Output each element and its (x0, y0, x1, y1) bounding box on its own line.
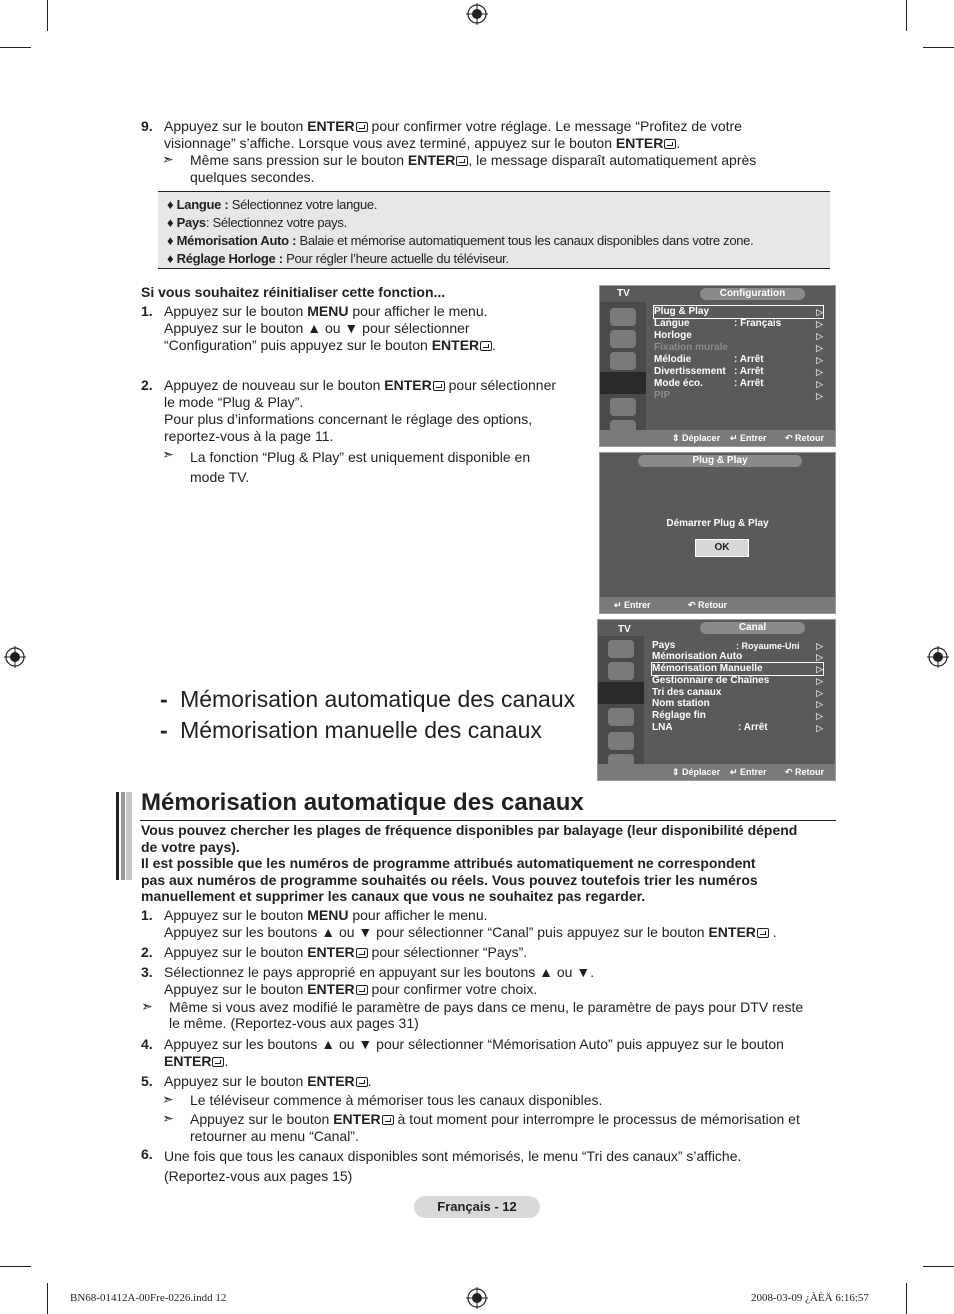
text: Appuyez sur le bouton (164, 944, 308, 960)
info-box (158, 191, 830, 269)
row-label: Tri des canaux (652, 687, 722, 698)
text: visionnage” s’affiche. Lorsque vous avez terminé, appuyez sur le bouton (164, 135, 616, 151)
info-text: : Sélectionnez votre pays. (205, 215, 347, 230)
step-number: 1. (141, 303, 153, 319)
menu-row[interactable] (652, 722, 823, 734)
text: Retour (795, 767, 825, 777)
row-label: Mémorisation Auto (652, 651, 743, 662)
text: . (676, 135, 681, 151)
text: Appuyez sur le bouton (164, 981, 308, 997)
menu-row[interactable] (654, 342, 823, 354)
menu-row[interactable] (652, 651, 823, 663)
menu-label: MENU (307, 303, 349, 319)
row-label: Fixation murale (654, 342, 728, 353)
step-number: 4. (141, 1036, 153, 1052)
crop-mark (0, 47, 31, 48)
toc-label: Mémorisation automatique des canaux (180, 686, 576, 712)
enter-hint: ↵ Entrer (730, 433, 767, 443)
text: pour confirmer votre choix. (367, 981, 538, 997)
return-hint: ↶ Retour (785, 433, 825, 443)
text: Retour (698, 600, 728, 610)
triangle-icon: ▷ (816, 641, 823, 651)
text: Appuyez sur le bouton (164, 118, 308, 134)
picture-icon[interactable] (608, 640, 634, 658)
step-9-note (190, 152, 850, 169)
enter-hint: ↵ Entrer (614, 600, 651, 610)
triangle-icon: ▷ (816, 355, 823, 365)
triangle-icon: ▷ (816, 391, 823, 401)
triangle-icon: ▷ (816, 664, 823, 674)
row-label: PIP (654, 390, 671, 401)
enter-label: ENTER (307, 1073, 355, 1089)
step-number: 5. (141, 1073, 153, 1089)
text: Déplacer (682, 433, 721, 443)
text: Entrer (740, 433, 767, 443)
text: pour afficher le menu. (348, 907, 488, 923)
info-item: ♦ Mémorisation Auto : Balaie et mémorise automatiquement tous les canaux disponibles dans votre zone. (167, 233, 754, 248)
registration-mark-icon (4, 646, 26, 668)
enter-icon (480, 341, 492, 351)
info-text: Pour régler l’heure actuelle du téléviseur. (282, 251, 509, 266)
text: Une fois que tous les canaux disponibles sont mémorisés, le menu “Tri des canaux” s’affiche. (164, 1148, 742, 1164)
enter-icon (664, 139, 676, 149)
crop-mark (0, 1266, 31, 1267)
text: Vous pouvez chercher les plages de fréquence disponibles par balayage (leur disponibilité dépend (141, 822, 798, 838)
crop-mark (923, 1266, 954, 1267)
section-bar (116, 792, 132, 880)
text: Sélectionnez le pays approprié en appuyant sur les boutons ▲ ou ▼. (164, 964, 595, 980)
date-info: 2008-03-09 ¿ÀÈÄ 6:16:57 (751, 1292, 869, 1304)
section-note-5b (190, 1111, 850, 1144)
toc-item[interactable] (160, 715, 542, 745)
row-label: Pays (652, 640, 676, 651)
enter-label: ENTER (431, 337, 480, 353)
text: pour confirmer votre réglage. Le message “Profitez de votre (367, 118, 742, 134)
enter-label: ENTER (164, 1053, 212, 1069)
text: Appuyez sur le bouton ▲ ou ▼ pour sélectionner (164, 320, 470, 336)
text: Appuyez sur le bouton (164, 1073, 308, 1089)
triangle-icon: ▷ (816, 379, 823, 389)
reset-step-2 (164, 377, 589, 445)
row-label: Divertissement (654, 366, 726, 377)
section-step-4 (164, 1036, 844, 1070)
triangle-icon: ▷ (816, 319, 823, 329)
text: manuellement et supprimer les canaux que vous ne souhaitez pas regarder. (141, 888, 646, 904)
text: . (367, 1073, 372, 1089)
text: pour afficher le menu. (348, 303, 488, 319)
text: pas aux numéros de programme souhaités ou réels. Vous pouvez toutefois trier les numéros (141, 871, 758, 888)
section-title: Mémorisation automatique des canaux (141, 789, 584, 816)
menu-row[interactable] (654, 306, 823, 318)
menu-row[interactable] (654, 390, 823, 402)
text: . (224, 1053, 229, 1069)
text: reportez-vous à la page 11. (164, 428, 334, 444)
ok-button[interactable]: OK (695, 539, 749, 557)
row-value: : Royaume-Uni (736, 641, 800, 651)
text: Même sans pression sur le bouton (190, 152, 408, 168)
text: retourner au menu “Canal”. (190, 1127, 359, 1144)
enter-label: ENTER (708, 924, 756, 940)
text: Il est possible que les numéros de programme attribués automatiquement ne correspondent (141, 855, 756, 871)
menu-title: Configuration (700, 288, 805, 300)
text: le même. (Reportez-vous aux pages 31) (169, 1015, 419, 1031)
enter-icon (356, 1077, 368, 1087)
input-icon[interactable] (608, 732, 634, 750)
row-value: : Arrêt (734, 354, 764, 365)
page-number-badge: Français - 12 (414, 1196, 540, 1218)
picture-icon[interactable] (610, 308, 636, 326)
toc-dash: - (160, 686, 168, 712)
section-step-1 (164, 907, 844, 941)
crop-mark (923, 47, 954, 48)
step-number: 3. (141, 964, 153, 980)
tv-menu-configuration (599, 285, 836, 447)
enter-icon (382, 1115, 394, 1125)
enter-hint: ↵ Entrer (730, 767, 767, 777)
menu-row[interactable] (654, 378, 823, 390)
reset-heading: Si vous souhaitez réinitialiser cette fonction... (141, 284, 446, 300)
move-hint: ⇕ Déplacer (672, 767, 721, 777)
row-label: Réglage fin (652, 710, 706, 721)
crop-mark (906, 0, 907, 31)
crop-mark (47, 1283, 48, 1314)
row-label: Plug & Play (654, 306, 710, 317)
triangle-icon: ▷ (816, 343, 823, 353)
menu-row[interactable] (654, 366, 823, 378)
enter-icon (356, 948, 368, 958)
info-item: ♦ Réglage Horloge : Pour régler l’heure actuelle du téléviseur. (167, 251, 509, 266)
text: Déplacer (682, 767, 721, 777)
section-note-3 (169, 999, 859, 1031)
text: de votre pays). (141, 838, 240, 855)
return-hint: ↶ Retour (688, 600, 728, 610)
text: Appuyez sur le bouton (190, 1111, 334, 1127)
note-arrow-icon: ➣ (162, 151, 174, 167)
crop-mark (47, 0, 48, 31)
enter-label: ENTER (307, 981, 355, 997)
row-label: Langue (654, 318, 690, 329)
enter-label: ENTER (307, 118, 355, 134)
triangle-icon: ▷ (816, 688, 823, 698)
menu-footer (600, 597, 835, 613)
tv-menu-plug-and-play (599, 452, 836, 614)
text: Même si vous avez modifié le paramètre de pays dans ce menu, le paramètre de pays pour DTV reste (169, 999, 804, 1015)
step-number: 2. (141, 944, 153, 960)
enter-label: ENTER (615, 135, 664, 151)
divider (140, 820, 836, 821)
menu-row[interactable] (654, 318, 823, 330)
menu-title: Plug & Play (638, 455, 802, 467)
section-note-5a: Le téléviseur commence à mémoriser tous les canaux disponibles. (190, 1092, 603, 1108)
text: Appuyez sur les boutons ▲ ou ▼ pour sélectionner “Mémorisation Auto” puis appuyez sur le bouton (164, 1036, 784, 1052)
menu-row[interactable] (652, 663, 823, 675)
setup-icon[interactable] (608, 708, 634, 726)
info-label: Langue : (176, 197, 229, 212)
row-value: : Arrêt (734, 378, 764, 389)
text: La fonction “Plug & Play” est uniquement disponible en (190, 449, 531, 465)
menu-footer (600, 430, 835, 446)
toc-dash: - (160, 717, 168, 743)
row-label: LNA (652, 722, 673, 733)
move-hint: ⇕ Déplacer (672, 433, 721, 443)
text: Pour plus d’informations concernant le réglage des options, (164, 411, 533, 427)
section-step-2 (164, 944, 844, 961)
triangle-icon: ▷ (816, 699, 823, 709)
row-value: : Arrêt (738, 722, 768, 733)
text: Entrer (740, 767, 767, 777)
text: Appuyez sur le bouton (164, 303, 308, 319)
row-value: : Arrêt (734, 366, 764, 377)
section-step-3 (164, 964, 844, 998)
row-value: : Français (734, 318, 782, 329)
registration-mark-icon (466, 3, 488, 25)
text: le mode “Plug & Play”. (164, 394, 304, 410)
channel-icon[interactable] (610, 352, 636, 370)
row-label: Mémorisation Manuelle (652, 663, 763, 674)
reset-step-1 (164, 303, 584, 354)
enter-label: ENTER (384, 377, 432, 393)
menu-footer (598, 764, 835, 780)
step-9-note-2: quelques secondes. (190, 169, 315, 185)
triangle-icon: ▷ (816, 711, 823, 721)
section-step-5 (164, 1073, 844, 1090)
text: mode TV. (190, 469, 250, 485)
enter-icon (433, 381, 445, 391)
section-step-6 (164, 1146, 844, 1186)
registration-mark-icon (927, 646, 949, 668)
info-text: Sélectionnez votre langue. (228, 197, 378, 212)
text: “Configuration” puis appuyez sur le bouton (164, 337, 432, 353)
tv-label: TV (617, 288, 630, 299)
setup-icon[interactable] (600, 372, 646, 394)
text: (Reportez-vous aux pages 15) (164, 1168, 353, 1184)
sound-icon[interactable] (610, 330, 636, 348)
menu-label: MENU (307, 907, 349, 923)
tv-label: TV (618, 624, 631, 635)
info-label: Mémorisation Auto : (176, 233, 297, 248)
row-label: Mélodie (654, 354, 692, 365)
channel-icon[interactable] (598, 682, 644, 704)
enter-icon (456, 156, 468, 166)
step-9-text (164, 118, 844, 135)
toc-item[interactable] (160, 684, 575, 714)
info-text: Balaie et mémorise automatiquement tous les canaux disponibles dans votre zone. (296, 233, 754, 248)
enter-icon (757, 928, 769, 938)
step-number: 9. (141, 118, 153, 134)
menu-row[interactable] (652, 710, 823, 722)
enter-icon (212, 1057, 224, 1067)
note-arrow-icon: ➣ (141, 998, 153, 1014)
step-number: 1. (141, 907, 153, 923)
crop-mark (906, 1283, 907, 1314)
step-9-text-2 (164, 135, 844, 152)
row-label: Gestionnaire de Chaînes (652, 675, 770, 686)
menu-icon-column (600, 302, 646, 430)
enter-label: ENTER (307, 944, 355, 960)
sound-icon[interactable] (608, 662, 634, 680)
info-label: Pays (176, 215, 206, 230)
triangle-icon: ▷ (816, 367, 823, 377)
text: Appuyez sur les boutons ▲ ou ▼ pour sélectionner “Canal” puis appuyez sur le bouton (164, 924, 709, 940)
enter-icon (356, 985, 368, 995)
text: Appuyez de nouveau sur le bouton (164, 377, 385, 393)
row-label: Horloge (654, 330, 692, 341)
menu-row[interactable] (652, 698, 823, 710)
plug-message: Démarrer Plug & Play (666, 518, 769, 529)
enter-icon (356, 122, 368, 132)
menu-row[interactable] (654, 330, 823, 342)
row-label: Mode éco. (654, 378, 703, 389)
text: . (768, 924, 777, 940)
triangle-icon: ▷ (816, 331, 823, 341)
triangle-icon: ▷ (816, 307, 823, 317)
file-info: BN68-01412A-00Fre-0226.indd 12 (70, 1292, 227, 1304)
text: pour sélectionner (444, 377, 557, 393)
enter-label: ENTER (407, 152, 456, 168)
reset-note (190, 447, 570, 487)
section-intro (141, 822, 841, 905)
text: Retour (795, 433, 825, 443)
note-arrow-icon: ➣ (162, 1091, 174, 1107)
toc-label: Mémorisation manuelle des canaux (180, 717, 542, 743)
menu-row[interactable] (652, 675, 823, 687)
triangle-icon: ▷ (816, 652, 823, 662)
step-number: 6. (141, 1146, 153, 1162)
menu-row[interactable] (654, 354, 823, 366)
enter-label: ENTER (333, 1111, 381, 1127)
note-arrow-icon: ➣ (162, 1110, 174, 1126)
text: pour sélectionner “Pays”. (367, 944, 528, 960)
text: à tout moment pour interrompre le processus de mémorisation et (393, 1111, 800, 1127)
row-label: Nom station (652, 698, 710, 709)
menu-icon-column (598, 636, 644, 764)
triangle-icon: ▷ (816, 676, 823, 686)
step-number: 2. (141, 377, 153, 393)
info-label: Réglage Horloge : (176, 251, 283, 266)
text: . (492, 337, 497, 353)
input-icon[interactable] (610, 398, 636, 416)
text: Entrer (624, 600, 651, 610)
note-arrow-icon: ➣ (162, 446, 174, 462)
registration-mark-icon (466, 1287, 488, 1309)
return-hint: ↶ Retour (785, 767, 825, 777)
info-item: ♦ Pays: Sélectionnez votre pays. (167, 215, 347, 230)
info-item: ♦ Langue : Sélectionnez votre langue. (167, 197, 378, 212)
menu-title: Canal (700, 622, 805, 634)
text: , le message disparaît automatiquement après (468, 152, 757, 168)
tv-menu-canal (597, 619, 836, 781)
text: Appuyez sur le bouton (164, 907, 308, 923)
triangle-icon: ▷ (816, 723, 823, 733)
